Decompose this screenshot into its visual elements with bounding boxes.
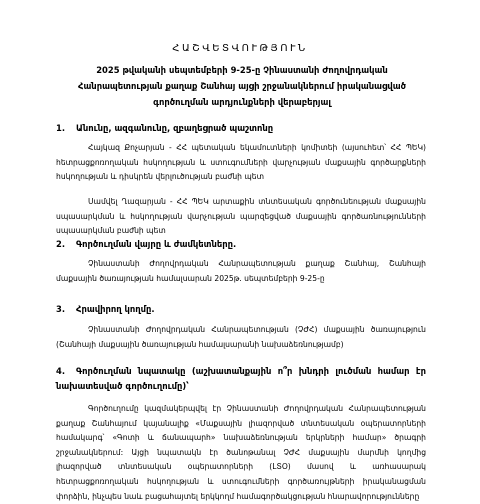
section-heading-1 <box>56 121 426 136</box>
paragraph-employee-2: Սամվել Ղազարյան - ՀՀ ՊԵԿ արտաքին տնտեսական գործունեության մաքսային սպասարկման և հսկողության վարչության պարզեցված մաքսային գործառնությունների սպասարկման բաժնի պետ <box>56 197 426 236</box>
section-heading-4 <box>56 364 426 394</box>
section-number: 2. <box>56 239 66 249</box>
paragraph-inviting-party: Չինաստանի Ժողովրդական Հանրապետության (ՉԺՀ) մաքսային ծառայություն (Շանհայի մաքսային ծառայության համալսարանի նախաձեռնությամբ) <box>56 325 426 349</box>
section-title: Գործուղման նպատակը (աշխատանքային ո՞ր խնդրի լուծման համար էր նախատեսված գործուղումը)՝ <box>56 366 426 391</box>
section-title: Անունը, ազգանունը, զբաղեցրած պաշտոնը <box>76 123 274 133</box>
section-number: 3. <box>56 304 66 314</box>
paragraph-place-dates: Չինաստանի Ժողովրդական Հանրապետության քաղաք Շանհայ, Շանհայի մաքսային ծառայության համալսարան 2025թ. սեպտեմբերի 9-25-ը <box>56 259 426 283</box>
section-number: 4. <box>56 366 66 376</box>
document-subtitle: 2025 թվականի սեպտեմբերի 9-25-ը Չինաստանի Ժողովրդական Հանրապետության քաղաք Շանհայ այցի շրջանակներում իրականացված գործուղման արդյունքների վերաբերյալ <box>78 65 406 107</box>
section-title: Գործուղման վայրը և ժամկետները. <box>76 239 237 249</box>
paragraph-employee-1: Հայկազ Քոչարյան - ՀՀ պետական եկամուտների կոմիտեի (այսուհետ՝ ՀՀ ՊԵԿ) հետրացքոռողական հսկողության և ստուգումների վարչության մաքսային գործարքների հսկողության և դիսկրեն վերլուծության բաժնի պետ <box>56 143 426 182</box>
document-title: ՀԱՇՎԵՏՎՈՒԹՅՈՒՆ <box>172 43 308 54</box>
section-title: Հրավիրող կողմը. <box>76 304 155 314</box>
section-heading-3 <box>56 302 426 317</box>
paragraph-purpose: Գործուղումը կազմակերպվել էր Չինաստանի Ժողովրդական Հանրապետության քաղաք Շանհայում կայանալիք «Մաքսային լիազորված տնտեսական օպերատորների համակարգ՝ «Գոտի և ճանապարհ» նախաձեռնության երկրների համար» ծրագրի շրջանակներում: Այցի նպատակն էր ծանոթանալ ՉԺՀ մաքսային մարմնի կողմից լիազորված տնտեսական օպերատորների (LՏՕ) մասով և առհասարակ հետրացքոռողական հսկողության և ստուգումների գործառույթների իրականացման փորձին, ինչպես նաև բացահայտել երկկողմ համագործակցության հնարավորությունները <box>56 404 426 501</box>
section-heading-2 <box>56 237 426 252</box>
section-number: 1. <box>56 123 66 133</box>
